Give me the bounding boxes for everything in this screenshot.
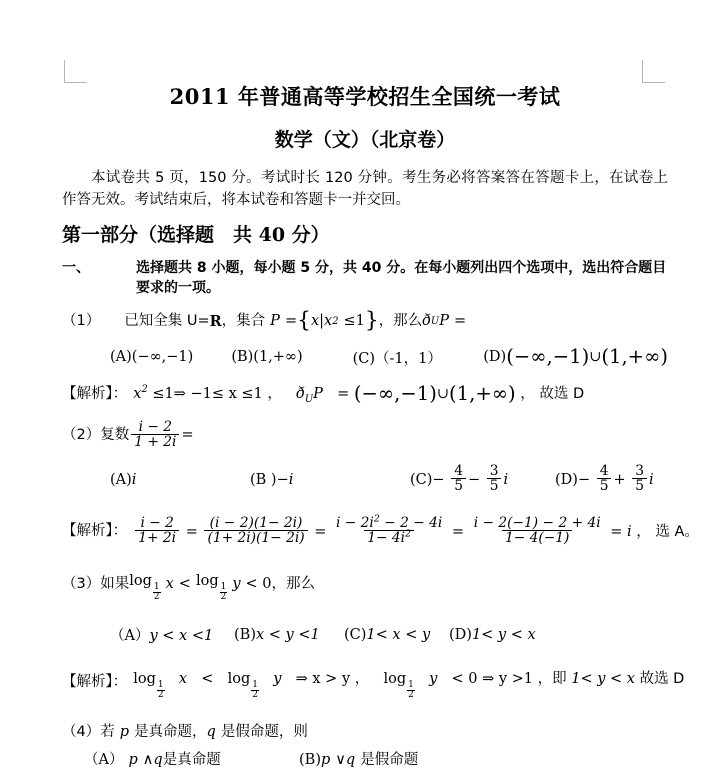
question-3-sol-log-1 — [133, 669, 164, 701]
question-2-solution — [62, 512, 699, 547]
question-2-sol-result: i — [627, 524, 632, 541]
question-3-sol-comma-1: ， — [354, 671, 370, 688]
question-2-sol-eq-4: = — [610, 524, 623, 541]
question-2-number: （2） — [62, 427, 101, 444]
question-2-option-d-fraction-2 — [632, 464, 647, 494]
question-1-universe-symbol: R — [209, 312, 222, 330]
question-2-sol-eq-1: = — [185, 524, 198, 541]
question-2-option-c-f2-num: 3 — [489, 462, 499, 479]
question-2-option-d-fraction-1 — [597, 464, 612, 494]
question-1-sol-interval-1: (−∞,−1) — [353, 381, 437, 405]
question-1-option-d-interval-2: (1,+∞) — [601, 345, 669, 369]
question-3-log-2-base — [220, 583, 228, 602]
question-1-stem: （1） 已知全集 U= R ，集合 P = { x | x 2 ≤1 } ，那么 ð U P = — [62, 308, 467, 334]
question-2-sol-fraction-4 — [471, 516, 604, 546]
question-4-option-a-q: q — [153, 751, 163, 768]
question-2-option-d-f2-den: 5 — [632, 478, 647, 493]
question-3-sol-log-3-base-num: 1 — [408, 680, 414, 691]
question-2-sol-fraction-1 — [135, 516, 179, 546]
question-3-sol-log-3-arg: y — [429, 671, 438, 688]
exam-title-subject: 数学（文）（北京卷） — [274, 129, 456, 152]
question-1-stem-prefix: 已知全集 U= — [124, 312, 210, 329]
question-4 — [62, 722, 668, 769]
question-1-set-elem: x — [310, 312, 320, 329]
question-1-sol-union-icon: ∪ — [436, 385, 450, 402]
question-3-solution-label: 【解析】： — [62, 673, 128, 690]
question-2-fraction — [131, 420, 179, 450]
question-3-sol-comma-2: ，即 — [537, 671, 567, 688]
question-3-sol-log-2-base — [251, 681, 259, 700]
question-4-stem — [62, 722, 668, 744]
question-4-proposition-q: q — [206, 724, 216, 741]
question-2-option-c-f1-den: 5 — [451, 478, 466, 493]
question-2-option-c-f1-num: 4 — [454, 462, 463, 479]
question-2-sol-f1-num: i − 2 — [140, 514, 174, 531]
question-4-stem-c: 是假命题，则 — [220, 724, 308, 741]
question-3-option-b[interactable] — [234, 627, 344, 643]
question-3-sol-log-3-word: log — [383, 671, 407, 688]
question-2-solution-label: 【解析】： — [62, 523, 128, 540]
question-2-option-a-value: i — [131, 472, 137, 489]
question-3-sol-relation-1: < — [201, 671, 214, 688]
question-3-log-2-word: log — [195, 573, 219, 590]
question-2-stem-label: 复数 — [100, 427, 130, 444]
question-3-log-1-word: log — [129, 573, 152, 590]
question-2-sol-f1-den: 1+ 2i — [135, 530, 179, 545]
question-3-options — [62, 624, 668, 645]
question-4-option-a-label: （A） — [84, 751, 124, 768]
question-3-sol-log-3-base-den: 2 — [408, 690, 414, 701]
question-2-option-d-f1-num: 4 — [599, 462, 609, 479]
question-1-sol-comma-1: ， — [267, 385, 282, 402]
question-2-sol-f3-den-exp: 2 — [405, 528, 412, 540]
question-3-solution-body — [127, 669, 685, 701]
question-1-sol-complement-set: P — [313, 385, 323, 402]
question-2-option-c-operator: − — [467, 472, 481, 489]
question-3-sol-log-1-base-den: 2 — [157, 690, 164, 701]
question-2-fraction-numerator: i − 2 — [138, 418, 173, 435]
question-1-sol-step1: ≤1⇒ −1≤ x ≤1 — [152, 385, 263, 402]
question-3-sol-log-1-base — [157, 681, 165, 700]
question-1-sol-interval-2: (1,+∞) — [449, 381, 516, 405]
question-2-stem — [62, 418, 668, 451]
question-2-option-c-label: (C) — [410, 472, 433, 489]
question-3-option-a-value: y < x <1 — [149, 628, 214, 645]
question-1-option-d[interactable] — [483, 345, 669, 369]
question-1-set-var: P — [270, 312, 280, 329]
question-1-option-a[interactable]: (A)(−∞,−1) — [110, 349, 194, 366]
question-1-cond-var: x — [324, 312, 333, 329]
question-3-sol-implication-2: < 0 ⇒ y >1 — [451, 671, 534, 688]
question-3-sol-log-2 — [227, 669, 259, 701]
question-2-options — [62, 462, 668, 495]
question-1-solution-label: 【解析】： — [62, 385, 128, 402]
question-1-complement-glyph: ð — [422, 312, 431, 329]
question-3-sol-final-inequality: 1< y < x — [571, 671, 635, 688]
right-brace-icon: } — [364, 308, 379, 334]
question-2-sol-f3-num — [333, 512, 445, 531]
question-2-sol-f3-num-a: i − 2i — [335, 514, 374, 531]
question-3-sol-log-1-arg: x — [178, 671, 188, 688]
question-2-sol-comma: ， — [636, 524, 651, 541]
question-1-number: （1） — [62, 312, 101, 329]
question-1-stem-then: ，那么 — [378, 312, 423, 329]
section-one — [62, 258, 668, 299]
exam-title-main: 2011 年普通高等学校招生全国统一考试 — [169, 84, 561, 109]
question-4-number: （4） — [62, 724, 101, 741]
question-2-option-d-sign: − — [577, 472, 591, 489]
question-3-option-b-value: x < y <1 — [255, 626, 320, 643]
question-2-sol-f2-num: (i − 2)(1− 2i) — [209, 514, 303, 531]
part-one-heading: 第一部分（选择题 共 40 分） — [62, 224, 330, 247]
question-4-option-b-p: p — [320, 751, 331, 768]
question-3-log-2-base-den: 2 — [220, 592, 227, 603]
question-3-sol-log-1-word: log — [133, 671, 156, 688]
question-2-sol-f3-num-b: − 2 − 4i — [379, 514, 443, 531]
question-1-option-b[interactable]: (B)(1,+∞) — [231, 349, 303, 366]
question-1-sol-comma-2: ， — [520, 385, 535, 402]
question-3-number: （3） — [62, 575, 101, 592]
question-1-option-c[interactable]: (C)（-1，1） — [352, 350, 442, 367]
question-3-option-d-label: (D) — [449, 626, 472, 643]
question-2-solution-body — [127, 512, 699, 547]
question-2-option-d-label: (D) — [555, 472, 578, 489]
question-3-solution — [62, 669, 685, 701]
question-3-stem-label: 如果 — [100, 575, 130, 592]
question-4-option-a-p: p — [128, 751, 138, 768]
question-1-option-d-label: (D) — [483, 349, 507, 366]
question-3-log-1-base-den: 2 — [153, 592, 160, 603]
question-3-log-2 — [195, 571, 227, 603]
question-2-sol-conclusion: 选 A。 — [655, 524, 699, 541]
question-1-solution — [62, 381, 668, 406]
question-3-log-2-arg: y — [232, 575, 241, 592]
question-3 — [62, 571, 685, 701]
question-1-sol-complement-glyph: ð — [296, 385, 305, 402]
page-content — [62, 76, 699, 769]
question-3-option-c[interactable] — [344, 627, 449, 643]
question-2-stem-suffix: = — [181, 427, 194, 444]
question-2-option-d-operator: + — [613, 472, 626, 489]
question-1-sol-complement-subscript: U — [304, 393, 314, 405]
question-3-option-b-label: (B) — [234, 626, 256, 643]
question-3-sol-log-2-base-den: 2 — [252, 690, 258, 701]
question-4-option-a-text: 是真命题 — [162, 751, 221, 768]
exam-instructions: 本试卷共 5 页，150 分。考试时长 120 分钟。考生务必将答案答在答题卡上，在试卷上作答无效。考试结束后，将本试卷和答题卡一并交回。 — [62, 169, 668, 208]
question-3-option-d[interactable] — [449, 627, 536, 643]
question-1-option-d-union-icon: ∪ — [589, 349, 602, 366]
question-2-option-d-imaginary: i — [649, 472, 654, 489]
question-1-set-builder: { x | x 2 ≤1 } — [297, 308, 379, 334]
question-2-option-c-fraction-1 — [451, 464, 466, 494]
question-2-sol-f4-num: i − 2(−1) − 2 + 4i — [473, 514, 601, 531]
question-3-option-c-label: (C) — [344, 626, 367, 643]
section-instructions: 选择题共 8 小题，每小题 5 分，共 40 分。在每小题列出四个选项中，选出符合题目要求的一项。 — [136, 260, 667, 297]
question-1-set-bar: | — [319, 312, 325, 329]
question-3-option-a[interactable] — [62, 624, 234, 645]
question-3-sol-log-3-base — [407, 681, 415, 700]
question-2-sol-eq-3: = — [451, 524, 465, 541]
question-4-stem-b: 是真命题， — [134, 724, 207, 741]
question-1-option-d-interval-1: (−∞,−1) — [506, 345, 590, 369]
question-3-option-d-value: 1< y < x — [471, 626, 536, 643]
question-2-sol-f3-num-exp: 2 — [373, 512, 380, 524]
question-3-log-1-arg: x — [165, 575, 174, 592]
question-1-sol-var: x — [133, 385, 142, 402]
question-2-sol-f4-den: 1− 4(−1) — [502, 530, 572, 545]
question-3-relation-1: < — [178, 575, 191, 592]
question-4-stem-a: 若 — [100, 724, 115, 741]
question-3-sol-log-1-base-num: 1 — [157, 680, 164, 691]
question-1-options — [62, 347, 668, 368]
question-1-complement-set: P — [439, 312, 449, 329]
question-2-fraction-denominator: 1 + 2i — [131, 434, 179, 449]
question-4-option-b-text: 是假命题 — [360, 751, 419, 768]
question-2-option-d-f1-den: 5 — [597, 478, 612, 493]
question-2-option-c-sign: − — [432, 472, 445, 489]
question-2-sol-f3-den-a: 1− 4i — [367, 529, 406, 546]
question-2-sol-f2-den: (1+ 2i)(1− 2i) — [204, 530, 307, 545]
question-2-sol-fraction-2 — [204, 516, 307, 546]
question-3-stem — [62, 571, 668, 603]
question-1-stem-suffix: = — [453, 312, 467, 329]
question-2-option-b-label: (B ) — [250, 472, 277, 489]
question-3-sol-log-2-word: log — [227, 671, 251, 688]
question-3-log-1-base — [153, 583, 161, 602]
question-2-option-c-imaginary: i — [503, 472, 509, 489]
question-3-stem-then: ，那么 — [271, 575, 316, 592]
question-3-option-c-value: 1< x < y — [366, 626, 431, 643]
question-2-option-a[interactable] — [62, 472, 250, 488]
question-2-option-d[interactable] — [555, 462, 654, 495]
question-2-option-b[interactable] — [250, 472, 410, 488]
question-4-option-b-q: q — [345, 751, 356, 768]
question-1-cond-rel: ≤1 — [343, 312, 365, 329]
question-2-option-d-f2-num: 3 — [635, 462, 645, 479]
and-operator-icon: ∧ — [142, 751, 154, 768]
question-4-option-b-label: (B) — [299, 751, 321, 768]
or-operator-icon: ∨ — [335, 751, 346, 768]
question-1 — [62, 308, 669, 406]
question-1-set-eq: = — [284, 312, 298, 329]
question-3-sol-conclusion: 故选 D — [639, 671, 685, 688]
question-3-relation-2: < 0 — [245, 575, 272, 592]
question-1-stem-mid: ，集合 — [221, 312, 266, 329]
question-1-sol-eq: = — [337, 385, 350, 402]
question-3-sol-log-3 — [383, 669, 414, 701]
question-3-log-2-base-num: 1 — [220, 582, 227, 593]
question-1-sol-conclusion: 故选 D — [539, 385, 585, 402]
question-3-log-1-base-num: 1 — [153, 582, 160, 593]
section-number: 一、 — [62, 260, 90, 277]
question-2-sol-fraction-3 — [333, 512, 445, 546]
question-4-proposition-p: p — [119, 724, 130, 741]
question-3-sol-log-2-arg: y — [273, 671, 282, 688]
question-2-option-c-f2-den: 5 — [487, 478, 502, 493]
question-1-sol-exponent: 2 — [141, 383, 148, 395]
question-2-option-a-label: (A) — [110, 472, 132, 489]
question-2-sol-eq-2: = — [314, 524, 327, 541]
question-2-option-c[interactable] — [410, 462, 555, 495]
question-2 — [62, 418, 699, 547]
question-3-log-1 — [129, 571, 160, 603]
left-brace-icon: { — [297, 308, 311, 334]
question-3-option-a-label: （A） — [110, 628, 150, 645]
question-3-sol-implication-1: ⇒ x > y — [295, 671, 351, 688]
question-3-sol-log-2-base-num: 1 — [252, 680, 258, 691]
question-2-option-b-value: −i — [276, 472, 294, 489]
question-2-sol-f3-den — [364, 530, 414, 545]
question-2-option-c-fraction-2 — [487, 464, 502, 494]
question-1-solution-body — [127, 381, 585, 406]
